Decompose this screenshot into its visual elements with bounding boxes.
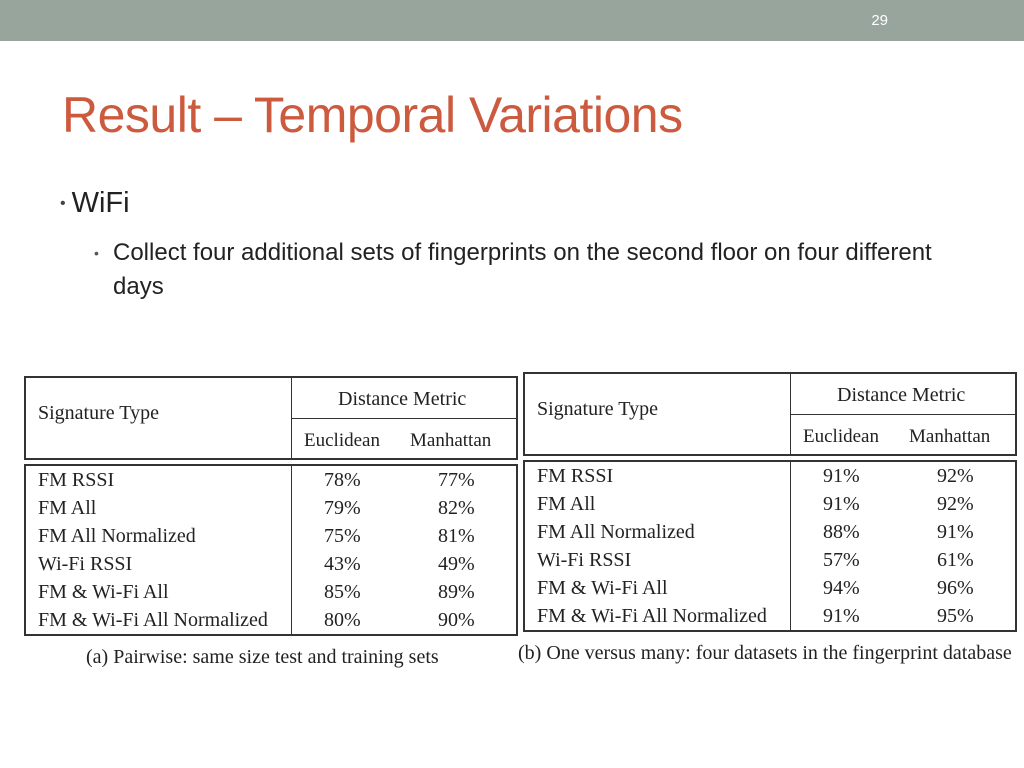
cell-manhattan: 92% (937, 465, 974, 487)
table-row (525, 521, 1015, 549)
cell-type: FM All Normalized (537, 521, 695, 543)
table-row (26, 553, 516, 581)
header-manhattan: Manhattan (909, 426, 991, 447)
header-signature-type: Signature Type (537, 398, 658, 420)
cell-euclidean: 43% (324, 553, 361, 575)
cell-euclidean: 94% (823, 577, 860, 599)
header-euclidean: Euclidean (304, 430, 380, 451)
table-caption-a: (a) Pairwise: same size test and training sets (86, 646, 439, 668)
cell-euclidean: 91% (823, 605, 860, 627)
cell-manhattan: 49% (438, 553, 475, 575)
cell-manhattan: 96% (937, 577, 974, 599)
header-euclidean: Euclidean (803, 426, 879, 447)
top-bar (0, 0, 1024, 41)
table-row (525, 577, 1015, 605)
cell-euclidean: 85% (324, 581, 361, 603)
cell-manhattan: 89% (438, 581, 475, 603)
header-distance-metric: Distance Metric (338, 388, 467, 410)
bullet-dot-icon: • (60, 195, 66, 212)
bullet-level1 (60, 187, 130, 220)
table-header (523, 372, 1017, 456)
cell-manhattan: 81% (438, 525, 475, 547)
cell-manhattan: 77% (438, 469, 475, 491)
header-signature-type: Signature Type (38, 402, 159, 424)
cell-type: FM & Wi-Fi All (38, 581, 169, 603)
bullet-level1-text: WiFi (71, 187, 130, 219)
cell-manhattan: 91% (937, 521, 974, 543)
cell-manhattan: 82% (438, 497, 475, 519)
cell-type: FM All (38, 497, 97, 519)
table-row (26, 469, 516, 497)
cell-euclidean: 78% (324, 469, 361, 491)
bullet-level2 (94, 236, 954, 304)
divider (790, 414, 1015, 415)
cell-euclidean: 79% (324, 497, 361, 519)
header-manhattan: Manhattan (410, 430, 492, 451)
cell-euclidean: 57% (823, 549, 860, 571)
cell-manhattan: 95% (937, 605, 974, 627)
table-row (525, 493, 1015, 521)
cell-manhattan: 61% (937, 549, 974, 571)
table-row (26, 525, 516, 553)
slide-number: 29 (871, 12, 888, 29)
cell-euclidean: 80% (324, 609, 361, 631)
cell-type: FM & Wi-Fi All Normalized (537, 605, 767, 627)
cell-type: FM RSSI (38, 469, 115, 491)
table-row (525, 549, 1015, 577)
divider (291, 418, 516, 419)
bullet-dot-icon: • (94, 245, 99, 261)
table-row (525, 605, 1015, 633)
cell-euclidean: 75% (324, 525, 361, 547)
table-row (26, 609, 516, 637)
table-row (26, 497, 516, 525)
cell-euclidean: 91% (823, 493, 860, 515)
cell-manhattan: 90% (438, 609, 475, 631)
slide-title: Result – Temporal Variations (62, 87, 683, 143)
table-row (26, 581, 516, 609)
cell-type: FM All Normalized (38, 525, 196, 547)
table-caption-b: (b) One versus many: four datasets in the fingerprint database (518, 642, 1012, 664)
cell-type: FM & Wi-Fi All (537, 577, 668, 599)
table-body (24, 464, 518, 636)
cell-type: Wi-Fi RSSI (537, 549, 632, 571)
table-row (525, 465, 1015, 493)
table-one-versus-many (523, 372, 1017, 634)
table-header (24, 376, 518, 460)
cell-euclidean: 91% (823, 465, 860, 487)
cell-type: FM RSSI (537, 465, 614, 487)
cell-type: FM All (537, 493, 596, 515)
table-body (523, 460, 1017, 632)
cell-euclidean: 88% (823, 521, 860, 543)
cell-type: FM & Wi-Fi All Normalized (38, 609, 268, 631)
cell-manhattan: 92% (937, 493, 974, 515)
cell-type: Wi-Fi RSSI (38, 553, 133, 575)
header-distance-metric: Distance Metric (837, 384, 966, 406)
bullet-level2-text: Collect four additional sets of fingerprints on the second floor on four different days (113, 239, 932, 300)
table-pairwise (24, 376, 518, 638)
